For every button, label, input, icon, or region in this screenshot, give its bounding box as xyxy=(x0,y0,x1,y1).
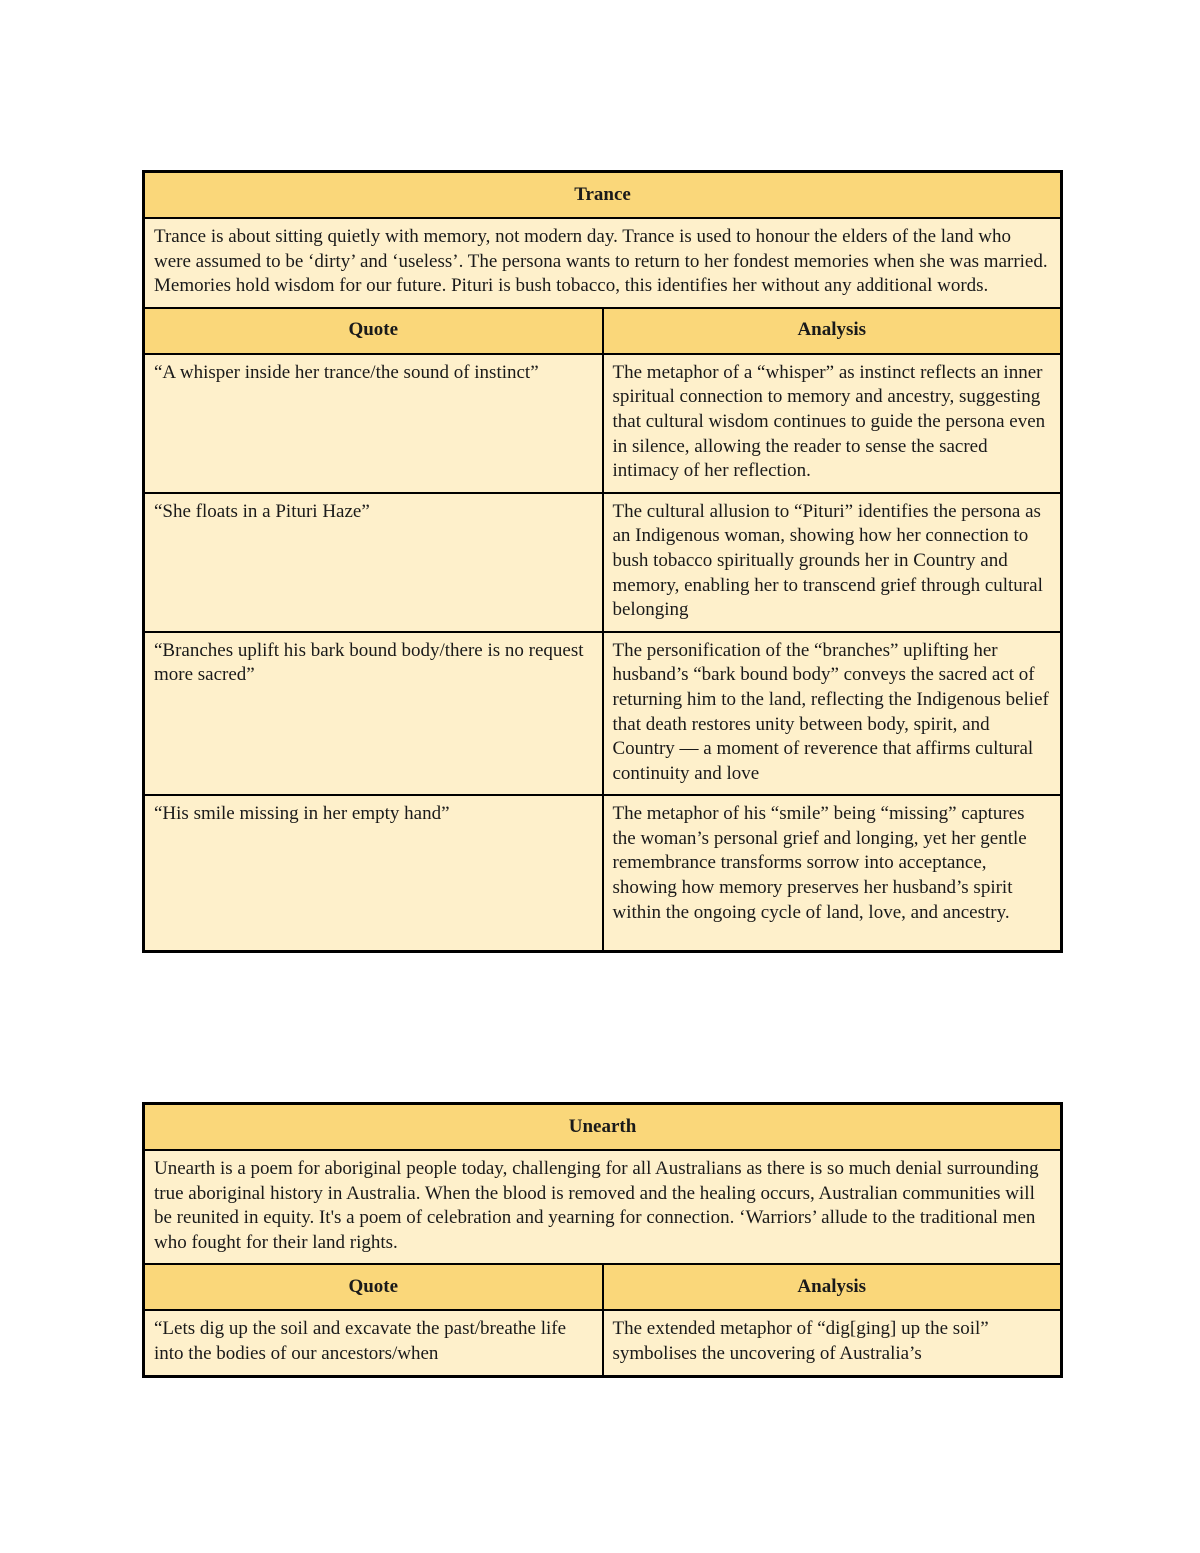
quote-cell: “His smile missing in her empty hand” xyxy=(144,795,603,952)
analysis-cell: The personification of the “branches” uplifting her husband’s “bark bound body” conveys the sacred act of returning him to the land, reflecting the Indigenous belief that death restores unity between body, spirit, and Country — a moment of reverence that affirms cultural continuity and love xyxy=(603,632,1062,796)
analysis-column-header: Analysis xyxy=(603,1264,1062,1310)
analysis-cell: The metaphor of his “smile” being “missing” captures the woman’s personal grief and longing, yet her gentle remembrance transforms sorrow into acceptance, showing how memory preserves her husband’s spirit within the ongoing cycle of land, love, and ancestry. xyxy=(603,795,1062,952)
table-row xyxy=(144,354,1062,493)
analysis-cell: The extended metaphor of “dig[ging] up the soil” symbolises the uncovering of Australia’s xyxy=(603,1310,1062,1376)
analysis-cell: The metaphor of a “whisper” as instinct reflects an inner spiritual connection to memory and ancestry, suggesting that cultural wisdom continues to guide the persona even in silence, allowing the reader to sense the sacred intimacy of her reflection. xyxy=(603,354,1062,493)
quote-cell: “She floats in a Pituri Haze” xyxy=(144,493,603,632)
table-row xyxy=(144,632,1062,796)
analysis-cell: The cultural allusion to “Pituri” identifies the persona as an Indigenous woman, showing how her connection to bush tobacco spiritually grounds her in Country and memory, enabling her to transcend grief through cultural belonging xyxy=(603,493,1062,632)
section-title: Trance xyxy=(144,172,1062,219)
quote-column-header: Quote xyxy=(144,1264,603,1310)
analysis-column-header: Analysis xyxy=(603,308,1062,354)
quote-cell: “Branches uplift his bark bound body/there is no request more sacred” xyxy=(144,632,603,796)
trance-table xyxy=(142,170,1063,953)
quote-cell: “Lets dig up the soil and excavate the past/breathe life into the bodies of our ancestors/when xyxy=(144,1310,603,1376)
table-row xyxy=(144,795,1062,952)
quote-cell: “A whisper inside her trance/the sound of instinct” xyxy=(144,354,603,493)
table-row xyxy=(144,493,1062,632)
section-title: Unearth xyxy=(144,1104,1062,1151)
quote-column-header: Quote xyxy=(144,308,603,354)
table-row xyxy=(144,1310,1062,1376)
section-description: Trance is about sitting quietly with memory, not modern day. Trance is used to honour the elders of the land who were assumed to be ‘dirty’ and ‘useless’. The persona wants to return to her fondest memories when she was married. Memories hold wisdom for our future. Pituri is bush tobacco, this identifies her without any additional words. xyxy=(144,218,1062,308)
unearth-table xyxy=(142,1102,1063,1378)
section-description: Unearth is a poem for aboriginal people today, challenging for all Australians as there is so much denial surrounding true aboriginal history in Australia. When the blood is removed and the healing occurs, Australian communities will be reunited in equity. It's a poem of celebration and yearning for connection. ‘Warriors’ allude to the traditional men who fought for their land rights. xyxy=(144,1150,1062,1264)
